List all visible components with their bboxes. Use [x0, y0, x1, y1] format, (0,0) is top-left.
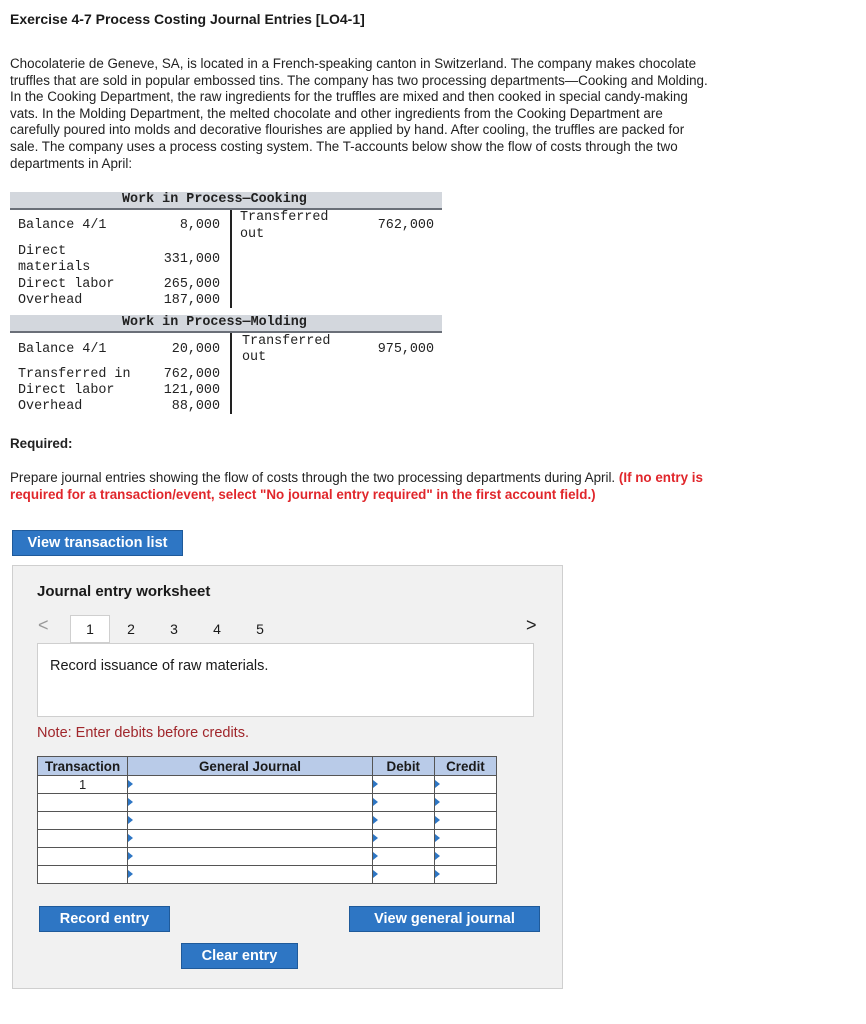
table-row — [38, 794, 497, 812]
dropdown-marker-icon — [373, 816, 378, 824]
debit-input-cell[interactable] — [372, 794, 434, 812]
transaction-cell — [38, 866, 128, 884]
t-account-divider — [230, 210, 232, 308]
intro-line: In the Cooking Department, the raw ingredients for the truffles are mixed and then cooked in special candy-making — [10, 89, 688, 105]
intro-line: departments in April: — [10, 155, 133, 171]
account-select-cell[interactable] — [128, 866, 373, 884]
dropdown-marker-icon — [435, 798, 440, 806]
prev-arrow-icon[interactable]: < — [38, 615, 49, 635]
t-account-divider — [230, 333, 232, 414]
table-row — [38, 848, 497, 866]
balance-label: Balance 4/1 — [18, 342, 107, 357]
page-tab-1[interactable] — [70, 615, 110, 643]
direct-labor-label: Direct labor — [18, 383, 115, 398]
table-row — [38, 812, 497, 830]
dropdown-marker-icon — [373, 852, 378, 860]
transaction-cell — [38, 830, 128, 848]
balance-value: 8,000 — [179, 218, 220, 233]
direct-materials-label: materials — [18, 260, 91, 275]
account-select-cell[interactable] — [128, 794, 373, 812]
required-text: Prepare journal entries showing the flow of costs through the two processing departments during April. — [10, 470, 616, 485]
next-arrow-icon[interactable]: > — [526, 615, 537, 635]
credit-input-cell[interactable] — [434, 866, 496, 884]
view-transaction-list-button[interactable]: View transaction list — [12, 530, 183, 556]
journal-table — [37, 756, 497, 884]
page-tab-label: 1 — [86, 621, 94, 637]
transferred-out-label: Transferred — [240, 210, 329, 225]
entry-description: Record issuance of raw materials. — [50, 658, 269, 674]
page-tab-2[interactable]: 2 — [127, 621, 135, 637]
overhead-label: Overhead — [18, 293, 83, 308]
dropdown-marker-icon — [373, 780, 378, 788]
dropdown-marker-icon — [128, 780, 133, 788]
dropdown-marker-icon — [128, 834, 133, 842]
transaction-header: Transaction — [38, 757, 128, 776]
dropdown-marker-icon — [128, 798, 133, 806]
transaction-number: 1 — [78, 777, 87, 792]
direct-materials-label: Direct — [18, 244, 67, 259]
account-select-cell[interactable] — [128, 830, 373, 848]
intro-line: vats. In the Molding Department, the melted chocolate and other ingredients from the Cooking Department are — [10, 105, 663, 121]
account-select-cell[interactable] — [128, 776, 373, 794]
intro-line: truffles that are sold in popular embossed tins. The company has two processing departments—Cooking and Molding. — [10, 72, 708, 88]
entry-description-box — [37, 643, 534, 717]
account-select-cell[interactable] — [128, 848, 373, 866]
dropdown-marker-icon — [128, 816, 133, 824]
clear-entry-button[interactable]: Clear entry — [181, 943, 298, 969]
worksheet-title: Journal entry worksheet — [37, 583, 211, 600]
required-heading: Required: — [10, 436, 73, 451]
page-tab-3[interactable]: 3 — [170, 621, 178, 637]
intro-line: sale. The company uses a process costing system. The T-accounts below show the flow of costs through the two — [10, 138, 678, 154]
direct-labor-value: 121,000 — [163, 383, 220, 398]
required-instructions — [10, 470, 800, 503]
transaction-cell — [38, 794, 128, 812]
dropdown-marker-icon — [435, 870, 440, 878]
transaction-cell — [38, 848, 128, 866]
transaction-cell — [38, 812, 128, 830]
intro-paragraph — [10, 56, 800, 172]
credit-header: Credit — [434, 757, 496, 776]
journal-entry-worksheet — [12, 565, 563, 989]
dropdown-marker-icon — [435, 780, 440, 788]
note-text: Note: Enter debits before credits. — [37, 725, 249, 741]
debit-input-cell[interactable] — [372, 776, 434, 794]
dropdown-marker-icon — [373, 834, 378, 842]
required-note: (If no entry is — [618, 470, 703, 485]
intro-line: carefully poured into molds and decorative flourishes are applied by hand. After cooling, the truffles are packed for — [10, 122, 685, 138]
transferred-out-value: 975,000 — [377, 342, 434, 357]
page-tab-5[interactable]: 5 — [256, 621, 264, 637]
transferred-out-value: 762,000 — [377, 218, 434, 233]
table-row — [38, 776, 497, 794]
transferred-out-label: Transferred — [242, 334, 331, 349]
table-header-row — [38, 757, 497, 776]
debit-input-cell[interactable] — [372, 848, 434, 866]
direct-labor-label: Direct labor — [18, 277, 115, 292]
transaction-cell — [38, 776, 128, 794]
view-general-journal-button[interactable]: View general journal — [349, 906, 540, 932]
direct-labor-value: 265,000 — [163, 277, 220, 292]
overhead-value: 88,000 — [171, 399, 220, 414]
page-title: Exercise 4-7 Process Costing Journal Entries [LO4-1] — [10, 11, 365, 27]
debit-input-cell[interactable] — [372, 830, 434, 848]
overhead-value: 187,000 — [163, 293, 220, 308]
transferred-out-label: out — [240, 227, 265, 242]
dropdown-marker-icon — [128, 870, 133, 878]
transferred-in-value: 762,000 — [163, 367, 220, 382]
page-tab-4[interactable]: 4 — [213, 621, 221, 637]
credit-input-cell[interactable] — [434, 776, 496, 794]
dropdown-marker-icon — [435, 834, 440, 842]
credit-input-cell[interactable] — [434, 812, 496, 830]
debit-input-cell[interactable] — [372, 812, 434, 830]
dropdown-marker-icon — [373, 870, 378, 878]
transferred-out-label: out — [242, 350, 267, 365]
table-row — [38, 830, 497, 848]
credit-input-cell[interactable] — [434, 848, 496, 866]
dropdown-marker-icon — [128, 852, 133, 860]
t-account-title: Work in Process—Cooking — [122, 192, 307, 207]
account-select-cell[interactable] — [128, 812, 373, 830]
dropdown-marker-icon — [373, 798, 378, 806]
dropdown-marker-icon — [435, 852, 440, 860]
credit-input-cell[interactable] — [434, 794, 496, 812]
balance-label: Balance 4/1 — [18, 218, 107, 233]
debit-input-cell[interactable] — [372, 866, 434, 884]
intro-line: Chocolaterie de Geneve, SA, is located in a French-speaking canton in Switzerland. The company makes chocolate — [10, 56, 697, 71]
t-account-title: Work in Process—Molding — [122, 315, 307, 330]
table-row — [38, 866, 497, 884]
credit-input-cell[interactable] — [434, 830, 496, 848]
general-journal-header: General Journal — [128, 757, 373, 776]
balance-value: 20,000 — [171, 342, 220, 357]
overhead-label: Overhead — [18, 399, 83, 414]
dropdown-marker-icon — [435, 816, 440, 824]
required-note: required for a transaction/event, select "No journal entry required" in the first account field.) — [10, 486, 596, 502]
transferred-in-label: Transferred in — [18, 367, 131, 382]
direct-materials-value: 331,000 — [163, 252, 220, 267]
debit-header: Debit — [372, 757, 434, 776]
record-entry-button[interactable]: Record entry — [39, 906, 170, 932]
